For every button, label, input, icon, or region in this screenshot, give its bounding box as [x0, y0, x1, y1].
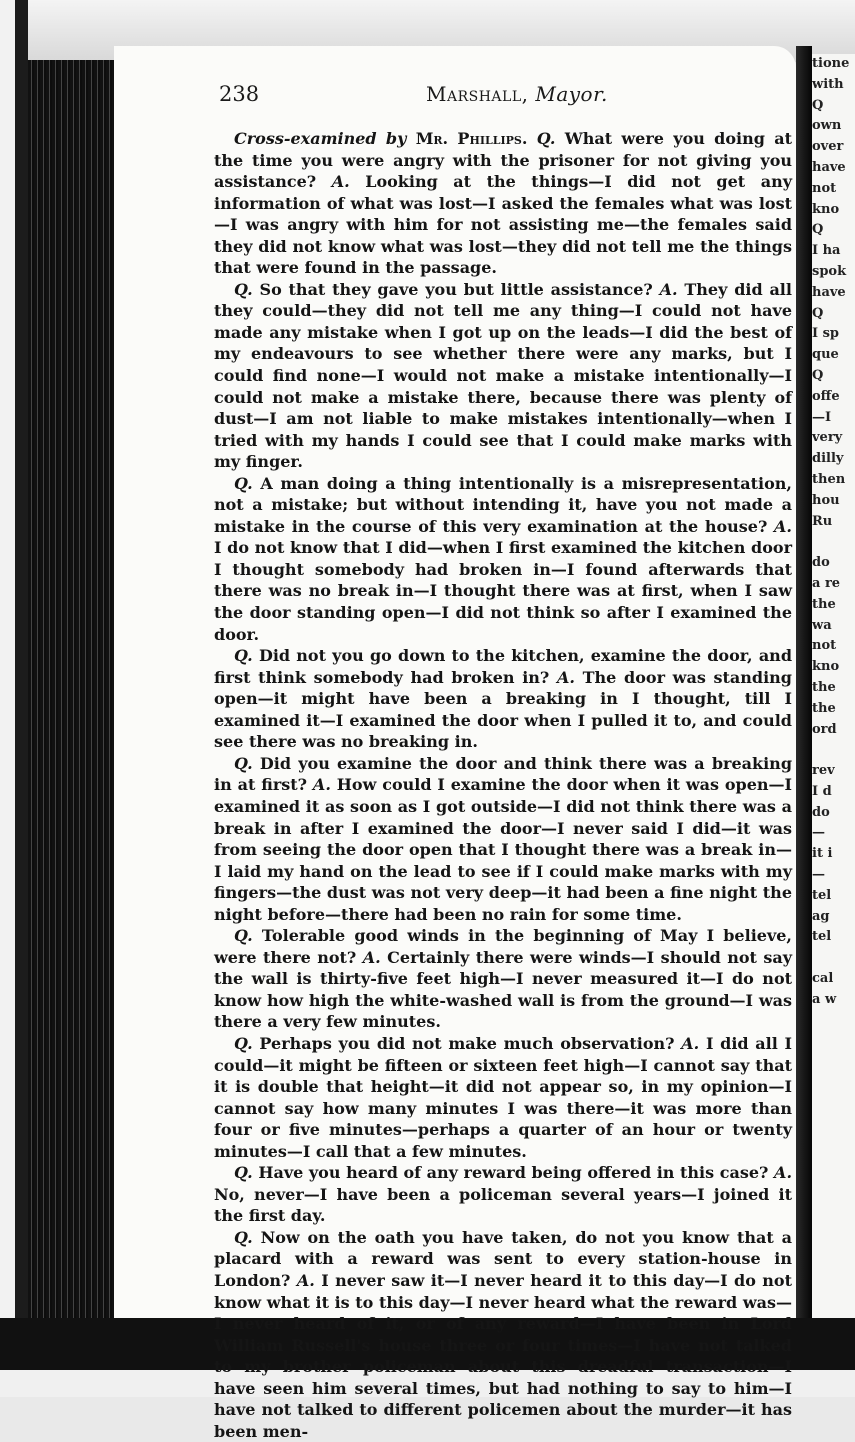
facing-page-fragment: —: [812, 825, 825, 841]
facing-page-fragment: offe: [812, 388, 840, 404]
facing-page-fragment: kno: [812, 659, 840, 675]
book-page-edges: [28, 60, 114, 1318]
facing-page-fragment: kno: [812, 201, 840, 217]
facing-page-fragment: —: [812, 867, 825, 883]
question-mark: Q.: [234, 646, 253, 666]
facing-page-fragment: with: [812, 76, 844, 92]
answer-mark: A.: [331, 172, 350, 192]
facing-page-fragment: the: [812, 596, 836, 612]
question-text: A man doing a thing intentionally is a misrepresentation, not a mistake; but without intending it, have you not made a mistake in the course of this very examination at the house?: [214, 473, 792, 536]
answer-mark: A.: [659, 279, 678, 299]
facing-page-fragment: tione: [812, 56, 850, 71]
facing-page-fragment: tel: [812, 887, 832, 903]
answer-mark: A.: [362, 947, 381, 967]
running-head-title: Mayor.: [535, 82, 608, 106]
facing-page-fragment: have: [812, 159, 846, 175]
facing-page-fragment: then: [812, 471, 846, 487]
question-mark: Q.: [536, 129, 556, 148]
question-mark: Q.: [234, 926, 253, 946]
answer-text: I do not know that I did—when I first examined the kitchen door I thought somebody had broken in—I found afterwards that there was no break in—I thought there was at first, when I saw the door standing open—I did not think so after I examined the door.: [214, 538, 792, 644]
answer-mark: A.: [556, 667, 575, 687]
facing-page-fragment: dilly: [812, 451, 844, 467]
facing-page-fragment: do: [812, 555, 830, 571]
question-mark: Q.: [234, 1033, 253, 1053]
question-text: Now on the oath you have taken, do not you know that a placard with a reward was sent to every station-house in London?: [214, 1227, 792, 1290]
facing-page-fragment: que: [812, 347, 839, 363]
facing-page-fragment: the: [812, 700, 836, 716]
facing-page-fragment: rev: [812, 763, 835, 779]
facing-page-fragment: ord: [812, 721, 837, 737]
testimony-paragraph: [214, 128, 792, 279]
answer-mark: A.: [681, 1033, 700, 1053]
facing-page-fragment: I sp: [812, 326, 840, 342]
facing-page-fragment: —I: [812, 409, 832, 425]
question-text: What were you doing at the time you were angry with the prisoner for not giving you assistance?: [214, 129, 792, 192]
facing-page-fragment: not: [812, 180, 837, 196]
question-mark: Q.: [234, 1163, 253, 1183]
facing-page-fragment: spok: [812, 263, 847, 279]
facing-page-fragment: tel: [812, 929, 832, 945]
scan-left-edge: [0, 0, 28, 1397]
facing-page-fragment: over: [812, 139, 844, 155]
facing-page-fragment: Q: [812, 97, 824, 113]
answer-mark: A.: [312, 775, 331, 795]
answer-text: Certainly there were winds—I should not say the wall is thirty-five feet high—I never measured it—I do not know how high the white-washed wall is from the ground—I was there a very few minutes.: [214, 947, 793, 1032]
answer-text: The door was standing open—it might have been a breaking in I thought, till I examined it—I examined the door when I pulled it to, and could see there was no breaking in.: [214, 667, 792, 752]
testimony-paragraph: [214, 279, 792, 473]
facing-page-fragment: a w: [812, 991, 837, 1007]
answer-text: I never saw it—I never heard it to this day—I do not know what it is to this day—I never heard what the reward was—I never heard of it, or of any reward—I have been in Lord William Russell's house three or four times—I have not talked to my brother policeman about this dreadful transaction—I have seen him several times, but had nothing to say to him—I have not talked to different policemen about the murder—it has been men-: [214, 1270, 792, 1441]
facing-page-fragment: hou: [812, 492, 840, 508]
facing-page-fragment: wa: [812, 617, 832, 633]
facing-page-fragment: Ru: [812, 513, 833, 529]
page-body: [214, 128, 792, 1442]
facing-page-fragment: Q: [812, 367, 824, 383]
facing-page-fragment: Q: [812, 222, 824, 238]
page-number: 238: [219, 82, 260, 106]
testimony-paragraph: [214, 1227, 792, 1442]
facing-page-fragment: [812, 948, 855, 969]
answer-mark: A.: [296, 1270, 315, 1290]
facing-page-fragment: [812, 532, 855, 553]
testimony-paragraph: [214, 1162, 792, 1227]
question-text: Did you examine the door and think there was a breaking in at first?: [214, 753, 792, 795]
facing-page-fragment: have: [812, 284, 846, 300]
question-mark: Q.: [234, 473, 253, 493]
book-gutter: [796, 46, 812, 1318]
facing-page-fragment: Q: [812, 305, 824, 321]
question-text: So that they gave you but little assistance?: [259, 279, 653, 299]
question-mark: Q.: [234, 753, 253, 773]
answer-text: They did all they could—they did not tell me any thing—I could not have made any mistake when I got up on the leads—I did the best of my endeavours to see whether there were any marks, but I could find none—I would not make a mistake intentionally—I could not make a mistake there, because there was plenty of dust—I am not liable to make mistakes intentionally—when I tried with my hands I could see that I could make marks with my finger.: [214, 279, 792, 472]
question-text: Tolerable good winds in the beginning of May I believe, were there not?: [214, 926, 792, 967]
testimony-paragraph: [214, 1033, 792, 1162]
testimony-paragraph: [214, 925, 792, 1033]
question-text: Have you heard of any reward being offered in this case?: [258, 1163, 769, 1183]
facing-page-fragment: I ha: [812, 243, 841, 259]
testimony-paragraph: [214, 473, 792, 645]
running-head: [426, 82, 608, 106]
facing-page-fragment: cal: [812, 971, 834, 987]
facing-page-fragment: ag: [812, 908, 830, 924]
facing-page-fragment: it i: [812, 846, 833, 862]
answer-text: I did all I could—it might be fifteen or sixteen feet high—I cannot say that it is double that height—it did not appear so, in my opinion—I cannot say how many minutes I was there—it was more than four or five minutes—perhaps a quarter of an hour or twenty minutes—I call that a few minutes.: [214, 1033, 792, 1161]
examiner-name: Mr. Phillips.: [415, 129, 528, 148]
question-mark: Q.: [234, 279, 253, 299]
question-text: Did not you go down to the kitchen, examine the door, and first think somebody had broken in?: [214, 646, 793, 687]
cross-examination-label: Cross-examined by: [234, 129, 407, 148]
facing-page-fragment: I d: [812, 783, 832, 799]
answer-text: Looking at the things—I did not get any information of what was lost—I asked the females what was lost—I was angry with him for not assisting me—the females said they did not know what was lost—they did not tell me the things that were found in the passage.: [214, 172, 792, 278]
answer-text: No, never—I have been a policeman several years—I joined it the first day.: [214, 1184, 792, 1226]
question-mark: Q.: [234, 1227, 253, 1247]
running-head-name: Marshall,: [426, 82, 529, 106]
facing-page-fragment: a re: [812, 575, 841, 591]
facing-page-fragment: not: [812, 638, 837, 654]
answer-mark: A.: [774, 1163, 793, 1183]
facing-page-fragment: own: [812, 118, 842, 134]
facing-page-fragment: do: [812, 804, 830, 820]
answer-text: How could I examine the door when it was open—I examined it as soon as I got outside—I did not think there was a break in after I examined the door—I never said I did—it was from seeing the door open that I thought there was a break in—I laid my hand on the lead to see if I could make marks with my fingers—the dust was not very deep—it had been a fine night the night before—there had been no rain for some time.: [214, 775, 792, 924]
answer-mark: A.: [774, 516, 792, 536]
facing-page-fragment: [812, 740, 855, 761]
facing-page-fragment: the: [812, 679, 836, 695]
question-text: Perhaps you did not make much observation?: [259, 1033, 675, 1053]
facing-page: [812, 54, 855, 1318]
testimony-paragraph: [214, 753, 792, 925]
facing-page-fragment: very: [812, 430, 843, 446]
testimony-paragraph: [214, 645, 792, 753]
